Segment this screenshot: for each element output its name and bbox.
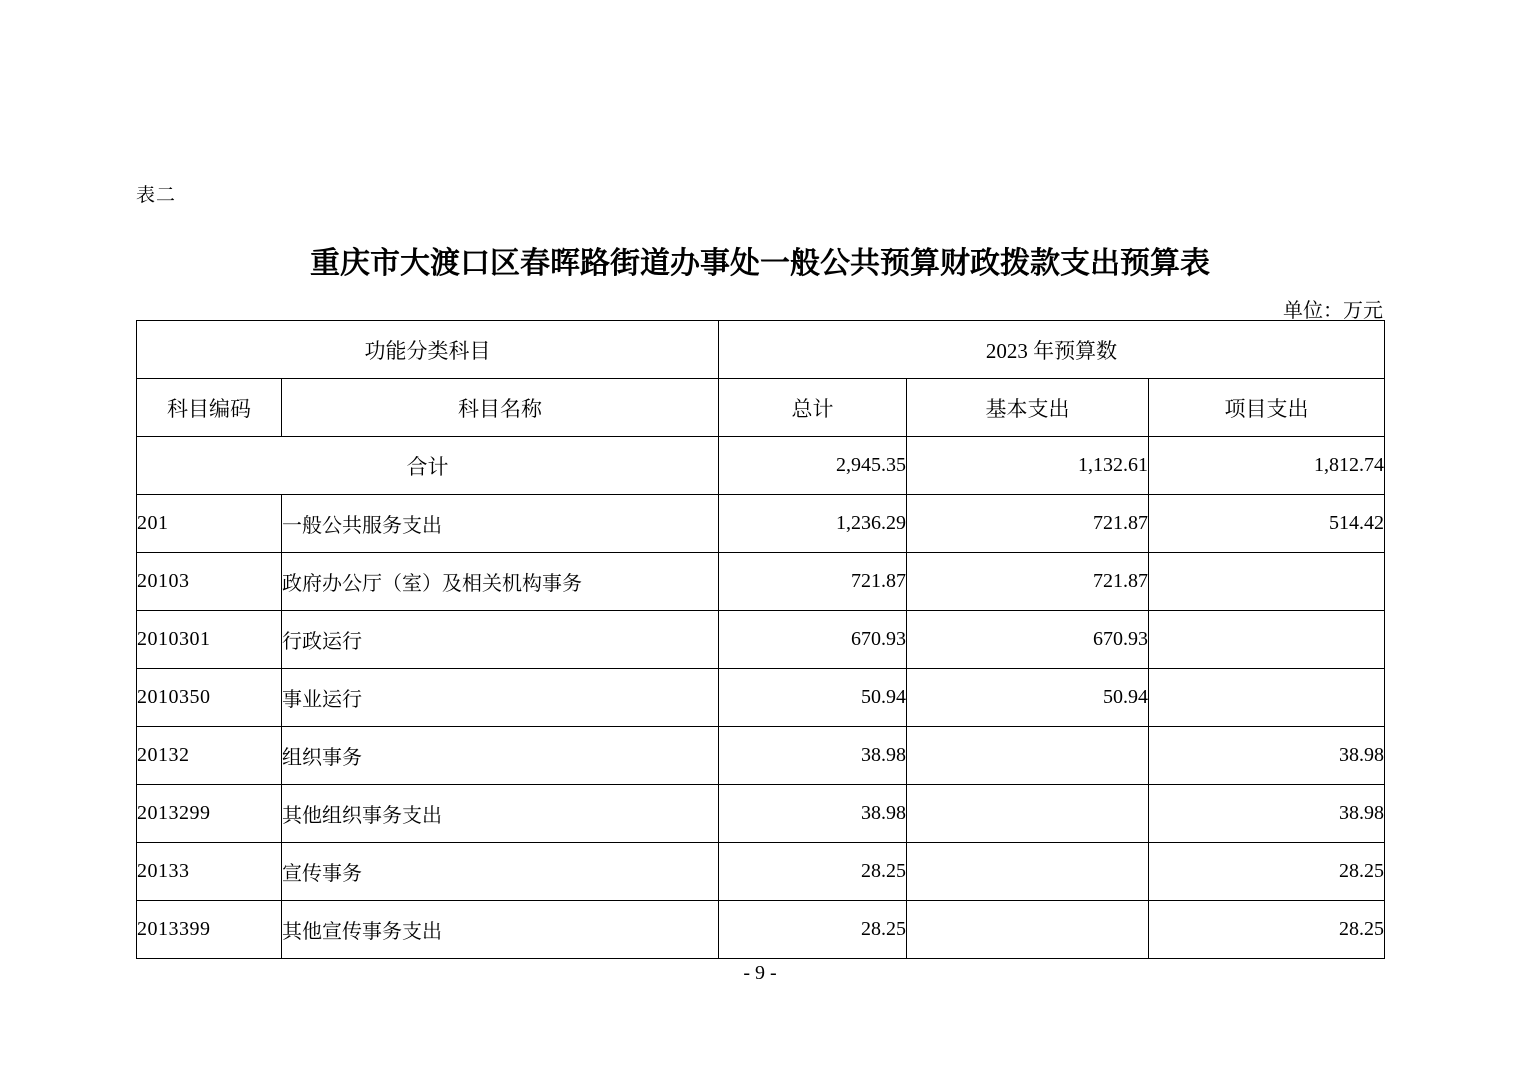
row-basic: 721.87 xyxy=(907,495,1149,553)
row-basic xyxy=(907,901,1149,959)
row-name: 组织事务 xyxy=(282,727,719,785)
row-code: 20133 xyxy=(137,843,282,901)
table-row xyxy=(137,611,1385,669)
row-project xyxy=(1149,669,1385,727)
row-code: 20132 xyxy=(137,727,282,785)
row-name: 其他宣传事务支出 xyxy=(282,901,719,959)
row-name: 一般公共服务支出 xyxy=(282,495,719,553)
row-total: 50.94 xyxy=(719,669,907,727)
row-basic: 721.87 xyxy=(907,553,1149,611)
row-project: 28.25 xyxy=(1149,901,1385,959)
page-number: - 9 - xyxy=(743,962,777,984)
budget-table xyxy=(136,320,1385,959)
table-row xyxy=(137,843,1385,901)
table-header-row xyxy=(137,379,1385,437)
group-header-budget-year: 2023 年预算数 xyxy=(719,321,1385,379)
page-title: 重庆市大渡口区春晖路街道办事处一般公共预算财政拨款支出预算表 xyxy=(310,247,1210,280)
table-group-header-row xyxy=(137,321,1385,379)
table-row xyxy=(137,553,1385,611)
table-marker: 表二 xyxy=(136,185,177,206)
row-basic xyxy=(907,843,1149,901)
row-project: 38.98 xyxy=(1149,727,1385,785)
row-project: 28.25 xyxy=(1149,843,1385,901)
summary-basic: 1,132.61 xyxy=(907,437,1149,495)
summary-label: 合计 xyxy=(137,437,719,495)
row-code: 20103 xyxy=(137,553,282,611)
row-project: 514.42 xyxy=(1149,495,1385,553)
row-basic: 670.93 xyxy=(907,611,1149,669)
row-total: 38.98 xyxy=(719,785,907,843)
row-code: 2010301 xyxy=(137,611,282,669)
table-row xyxy=(137,669,1385,727)
row-total: 670.93 xyxy=(719,611,907,669)
unit-note: 单位：万元 xyxy=(1283,300,1383,322)
row-name: 其他组织事务支出 xyxy=(282,785,719,843)
row-code: 201 xyxy=(137,495,282,553)
row-code: 2010350 xyxy=(137,669,282,727)
row-total: 28.25 xyxy=(719,843,907,901)
table-row xyxy=(137,901,1385,959)
row-basic xyxy=(907,785,1149,843)
summary-row xyxy=(137,437,1385,495)
row-name: 事业运行 xyxy=(282,669,719,727)
summary-project: 1,812.74 xyxy=(1149,437,1385,495)
table-row xyxy=(137,727,1385,785)
column-header-total: 总计 xyxy=(719,379,907,437)
table-row xyxy=(137,785,1385,843)
column-header-code: 科目编码 xyxy=(137,379,282,437)
column-header-project: 项目支出 xyxy=(1149,379,1385,437)
row-code: 2013399 xyxy=(137,901,282,959)
column-header-name: 科目名称 xyxy=(282,379,719,437)
row-name: 政府办公厅（室）及相关机构事务 xyxy=(282,553,719,611)
row-project: 38.98 xyxy=(1149,785,1385,843)
row-basic: 50.94 xyxy=(907,669,1149,727)
row-project xyxy=(1149,611,1385,669)
row-code: 2013299 xyxy=(137,785,282,843)
row-basic xyxy=(907,727,1149,785)
row-total: 38.98 xyxy=(719,727,907,785)
row-name: 宣传事务 xyxy=(282,843,719,901)
row-name: 行政运行 xyxy=(282,611,719,669)
summary-total: 2,945.35 xyxy=(719,437,907,495)
group-header-classification: 功能分类科目 xyxy=(137,321,719,379)
table-row xyxy=(137,495,1385,553)
row-total: 721.87 xyxy=(719,553,907,611)
row-project xyxy=(1149,553,1385,611)
row-total: 28.25 xyxy=(719,901,907,959)
column-header-basic: 基本支出 xyxy=(907,379,1149,437)
row-total: 1,236.29 xyxy=(719,495,907,553)
